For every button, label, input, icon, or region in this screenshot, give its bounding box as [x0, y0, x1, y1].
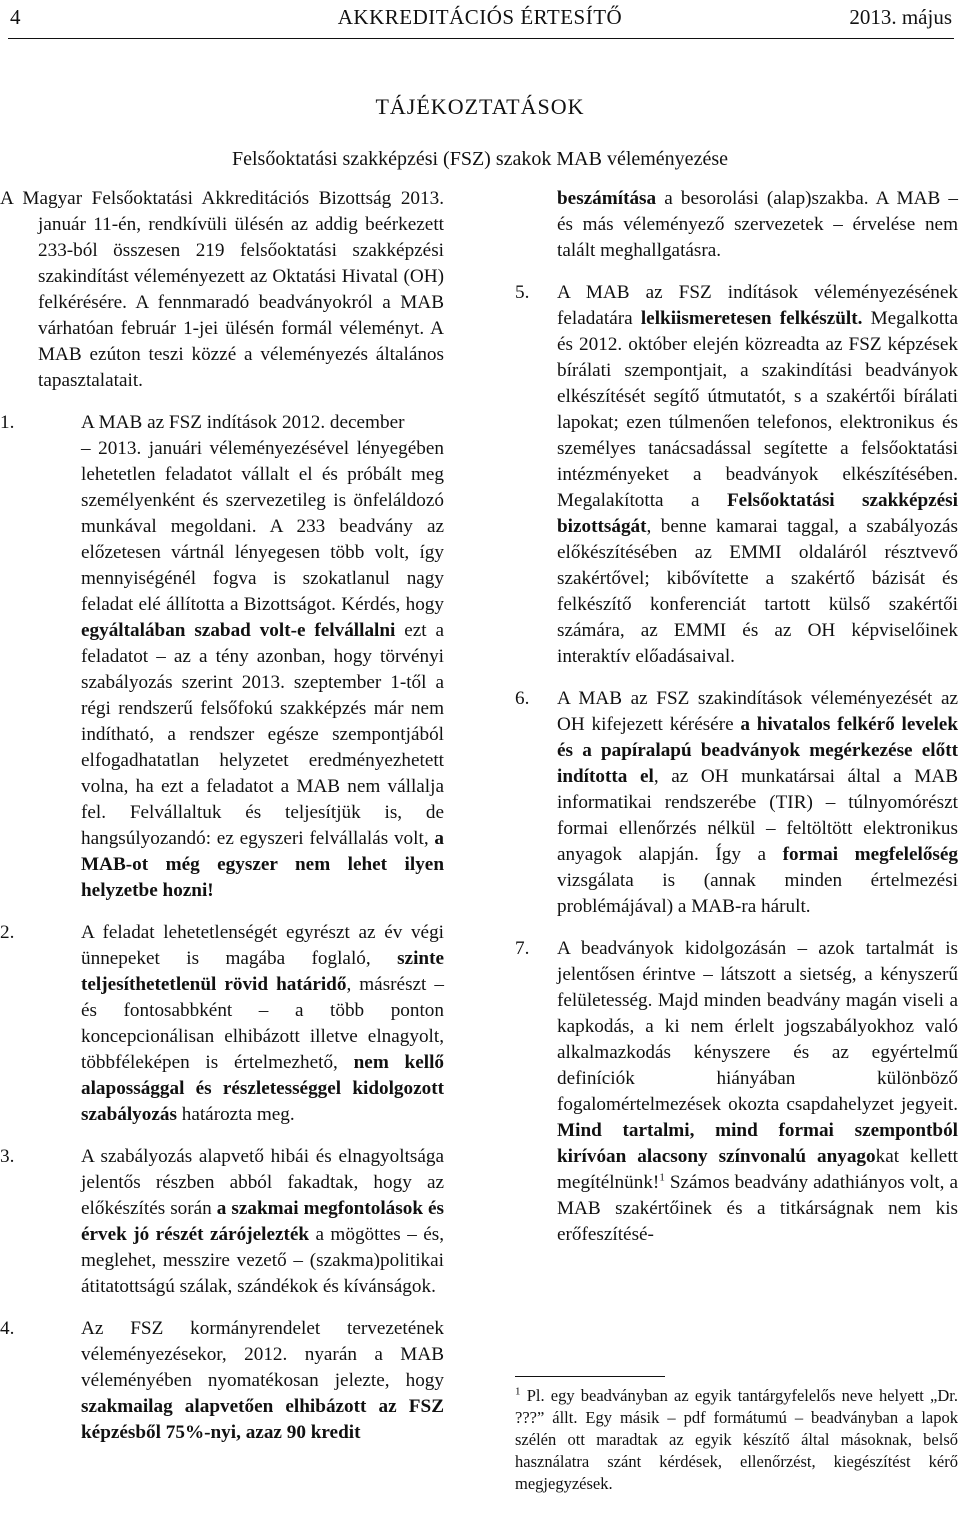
item-text: , az OH munkatársai által a MAB informatikai rendszerébe (TIR) – túlnyomórészt formai ellenőrzés nélkül – feltöltött elektronikus anyagok alapján. Így a — [557, 766, 958, 865]
numbered-item-2 — [0, 920, 444, 1128]
item-number: 6. — [515, 688, 530, 709]
item-number: 2. — [0, 922, 15, 943]
item-bold: lelkiismeretesen felkészült. — [640, 308, 863, 329]
footnote-text: Pl. egy beadványban az egyik tantárgyfelelős neve helyett „Dr. ???” állt. Egy másik – pdf formátumú – beadványban a lapok szélén ott maradtak az egyik készítő által másoknak, belső használatra szánt kérdések, ellenőrzést, kiegészítést kérő megjegyzések. — [515, 1386, 958, 1493]
item-text: A MAB az FSZ szakindítások véleményezését az OH kifejezett kérésére — [557, 688, 958, 735]
footnote-ref[interactable]: 1 — [659, 1171, 665, 1184]
item-text: A MAB az FSZ indítások véleményezésének feladatára — [557, 282, 958, 329]
item-text: A beadványok kidolgozásán – azok tartalmát is jelentősen érintve – látszott a sietség, a kényszerű felületesség. Majd minden beadvány magán viseli a kapkodás, a ki nem érlelt jogszabályokhoz való alkalmazkodás kényszere és az egyértelmű definíciók hiányában különböző fogalomértelmezések okozta csapdahelyzet jegyeit. — [557, 938, 958, 1115]
item-text: Számos beadvány adathiányos volt, a MAB szakértőinek és a titkárságnak nem kis erőfeszítésé- — [557, 1172, 958, 1245]
footnote-mark: 1 — [515, 1385, 521, 1398]
item-text: Megalkotta és 2012. október elején közreadta az FSZ képzések bírálati szempontjait, a szakindítási beadványok elkészítését segítő útmutatót, s a szakértői bírálati lapokat; ezen túlmenően telefonos, elektronikus és személyes tanácsadással segítette a felsőoktatási intézményeket a beadványok elkészítésében. Megalakította a — [557, 308, 958, 511]
page-number: 4 — [10, 5, 21, 29]
left-column — [0, 186, 444, 1446]
item-text: , benne kamarai taggal, a szabályozás előkészítésében az EMMI oldaláról résztvevő szakértővel; kibővítette a szakértő bázisát és felkészítő konferenciát tartott külső szakértői számára, az EMMI és az OH képviselőinek interaktív előadásaival. — [557, 516, 958, 667]
intro-paragraph: A Magyar Felsőoktatási Akkreditációs Bizottság 2013. január 11-én, rendkívüli ülésén az addig beérkezett 233-ból összesen 219 felsőoktatási szakképzési szakindítást véleményezett az Oktatási Hivatal (OH) felkérésére. A fennmaradó beadványokról a MAB várhatóan február 1-jei ülésén formál véleményt. A MAB ezúton teszi közzé a véleményezés általános tapasztalatait. — [0, 188, 444, 391]
numbered-item-6 — [515, 686, 958, 920]
item-text: határozta meg. — [176, 1104, 295, 1125]
item-bold: egyáltalában szabad volt-e felvállalni — [81, 620, 396, 641]
item-bold: beszámítása — [557, 188, 657, 209]
item-text: – 2013. januári véleményezésével lényegében lehetetlen feladatot vállalt el és próbált meg személyenként és szervezetileg is önfeláldozó munkával megoldani. A 233 beadvány az előzetesen vártnál lényegesen több volt, így mennyiségénél fogva is szokatlanul nagy feladat elé állította a Bizottságot. Kérdés, hogy — [81, 438, 444, 615]
item-4-continuation — [515, 186, 958, 264]
item-text: A feladat lehetetlenségét egyrészt az év végi ünnepeket is magába foglaló, — [81, 922, 444, 969]
item-bold: nem kellő alapossággal és részletességgel kidolgozott szabályozás — [81, 1052, 444, 1125]
running-header — [0, 0, 960, 40]
item-number: 1. — [0, 412, 15, 433]
item-bold: a szakmai megfontolások és érvek jó részét zárójelezték — [81, 1198, 444, 1245]
footnote-rule — [515, 1376, 665, 1377]
item-number: 7. — [515, 938, 530, 959]
numbered-item-3 — [0, 1144, 444, 1300]
item-bold: Felsőoktatási szakképzési bizottságát — [557, 490, 958, 537]
item-text: a besorolási (alap)szakba. A MAB – és más véleményező szervezetek – érvelése nem talált meghallgatásra. — [557, 188, 958, 261]
issue-date: 2013. május — [849, 5, 952, 29]
item-text: vizsgálata is (annak minden értelmezési problémájával) a MAB-ra hárult. — [557, 870, 958, 917]
item-text: kat kellett megítélnünk! — [557, 1146, 958, 1193]
right-column — [515, 186, 958, 1248]
numbered-item-7 — [515, 936, 958, 1248]
item-text: , másrészt – és fontosabbként – a több ponton koncepcionálisan elhibázott illetve elnagyolt, többféleképen is értelmezhető, — [81, 974, 444, 1073]
journal-title: AKKREDITÁCIÓS ÉRTESÍTŐ — [337, 5, 623, 29]
item-text: a mögöttes – és, meglehet, messzire vezető – (szakma)politikai átitatottságú szálak, szándékok és kívánságok. — [81, 1224, 444, 1297]
item-bold: formai megfelelőség — [782, 844, 958, 865]
numbered-item-4 — [0, 1316, 444, 1446]
item-text: Az FSZ kormányrendelet tervezetének véleményezésekor, 2012. nyarán a MAB véleményében nyomatékosan jelezte, hogy — [81, 1318, 444, 1391]
header-rule — [8, 38, 954, 39]
item-bold: a MAB-ot még egyszer nem lehet ilyen helyzetbe hozni! — [81, 828, 444, 901]
item-number: 3. — [0, 1146, 15, 1167]
item-bold: Mind tartalmi, mind formai szempontból kirívóan alacsony színvonalú anyago — [557, 1120, 958, 1167]
item-bold: szakmailag alapvetően elhibázott az FSZ képzésből 75%-nyi, azaz 90 kredit — [81, 1396, 444, 1443]
item-number: 4. — [0, 1318, 15, 1339]
item-heading: A MAB az FSZ indítások 2012. december — [81, 412, 405, 433]
item-bold: a hivatalos felkérő levelek és a papíralapú beadványok megérkezése előtt indította el — [557, 714, 958, 787]
section-title: TÁJÉKOZTATÁSOK — [375, 94, 585, 119]
numbered-item-5 — [515, 280, 958, 670]
numbered-item-1 — [0, 410, 444, 904]
footnote — [515, 1385, 958, 1495]
article-title: Felsőoktatási szakképzési (FSZ) szakok MAB véleményezése — [232, 148, 728, 170]
item-bold: szinte teljesíthetetlenül rövid határidő — [81, 948, 444, 995]
item-number: 5. — [515, 282, 530, 303]
item-text: ezt a feladatot – az a tény azonban, hogy törvényi szabályozás szerint 2013. szeptember 1-től a régi rendszerű felsőfokú szakképzés már nem indítható, a rendszer egésze szempontjából elfogadhatatlan helyzetet eredményezhetett volna, ha ezt a feladatot a MAB nem vállalja fel. Felvállaltuk és teljesítjük is, de hangsúlyozandó: ez egyszeri felvállalás volt, — [81, 620, 444, 849]
item-text: A szabályozás alapvető hibái és elnagyoltsága jelentős részben abból fakadtak, hogy az előkészítés során — [81, 1146, 444, 1219]
